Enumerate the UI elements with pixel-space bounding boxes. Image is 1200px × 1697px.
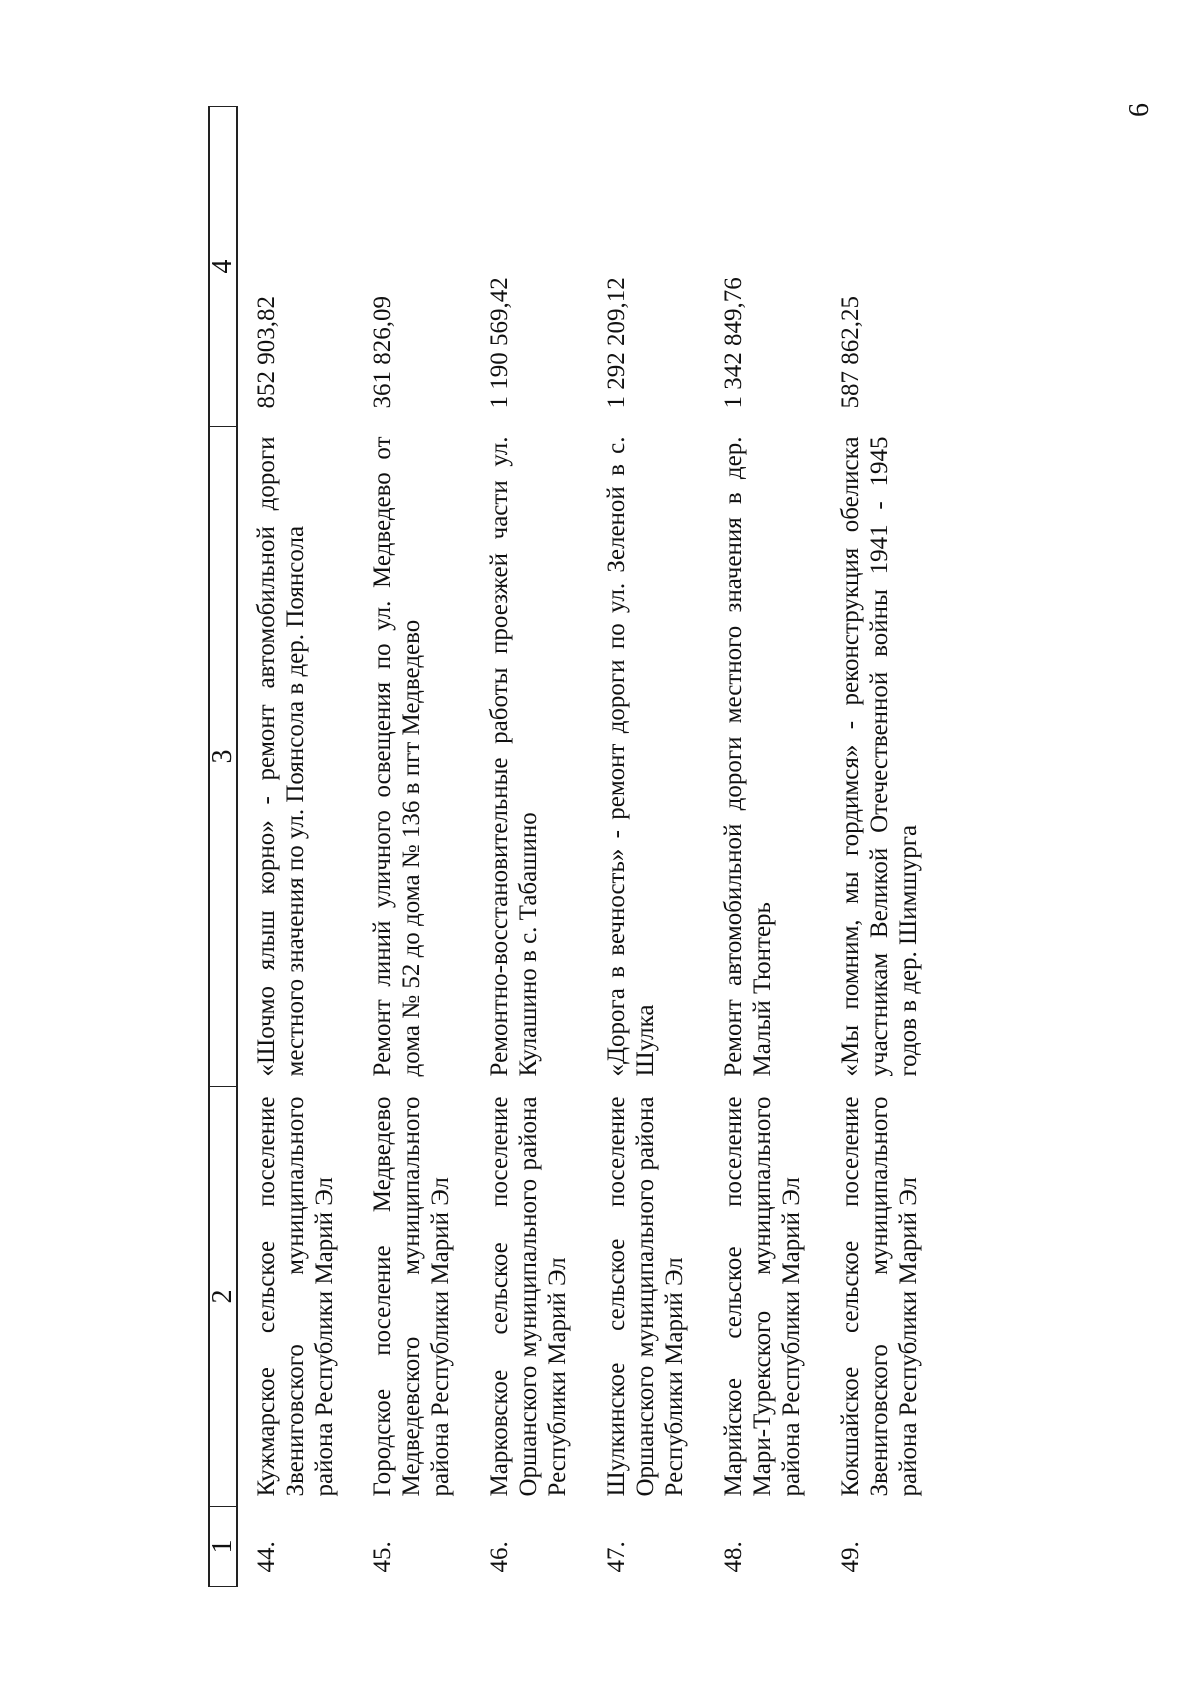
municipality-cell: Кужмарское сельское поселение Звениговского муниципального района Республики Марий Эл	[253, 1096, 338, 1497]
page-number: 6	[1124, 103, 1155, 117]
amount-cell: 1 342 849,76	[720, 277, 747, 409]
municipality-cell: Марковское сельское поселение Оршанского муниципального района Республики Марий Эл	[486, 1096, 571, 1497]
table-row	[471, 107, 588, 1587]
column-header-2: 2	[209, 1087, 237, 1507]
table-row	[237, 107, 354, 1587]
row-number: 45.	[369, 1541, 396, 1573]
rotated-table-container	[208, 107, 1033, 1587]
project-cell: Ремонтно-восстановительные работы проезжей части ул. Кулашино в с. Табашино	[486, 436, 542, 1077]
project-cell: «Шочмо ялыш корно» - ремонт автомобильной дороги местного значения по ул. Поянсола в дер. Поянсола	[253, 436, 309, 1077]
municipality-cell: Марийское сельское поселение Мари-Турекского муниципального района Республики Марий Эл	[720, 1096, 805, 1497]
column-header-1: 1	[209, 1507, 237, 1587]
amount-cell: 361 826,09	[369, 296, 396, 409]
project-cell: Ремонт автомобильной дороги местного значения в дер. Малый Тюнтерь	[720, 436, 776, 1077]
municipality-cell: Шулкинское сельское поселение Оршанского муниципального района Республики Марий Эл	[603, 1096, 688, 1497]
column-header-4: 4	[209, 107, 237, 427]
row-number: 47.	[603, 1541, 630, 1573]
row-number: 48.	[720, 1541, 747, 1573]
project-cell: «Дорога в вечность» - ремонт дороги по ул. Зеленой в с. Шулка	[603, 436, 659, 1077]
column-header-3: 3	[209, 427, 237, 1087]
municipality-cell: Кокшайское сельское поселение Звениговского муниципального района Республики Марий Эл	[837, 1096, 922, 1497]
amount-cell: 587 862,25	[837, 296, 864, 409]
municipality-cell: Городское поселение Медведево Медведевского муниципального района Республики Марий Эл	[369, 1096, 454, 1497]
amount-cell: 852 903,82	[253, 296, 280, 409]
table-row	[822, 107, 939, 1587]
project-cell: «Мы помним, мы гордимся» - реконструкция обелиска участникам Великой Отечественной войны 1941 - 1945 годов в дер. Шимшурга	[837, 436, 922, 1077]
table-row	[588, 107, 705, 1587]
row-number: 46.	[486, 1541, 513, 1573]
row-number: 49.	[837, 1541, 864, 1573]
project-cell: Ремонт линий уличного освещения по ул. Медведево от дома № 52 до дома № 136 в пгт Медведево	[369, 436, 425, 1077]
header-row	[209, 107, 237, 1587]
table-row	[354, 107, 471, 1587]
grants-table	[208, 106, 939, 1587]
amount-cell: 1 292 209,12	[603, 277, 630, 409]
amount-cell: 1 190 569,42	[486, 277, 513, 409]
table-row	[705, 107, 822, 1587]
row-number: 44.	[253, 1541, 280, 1573]
